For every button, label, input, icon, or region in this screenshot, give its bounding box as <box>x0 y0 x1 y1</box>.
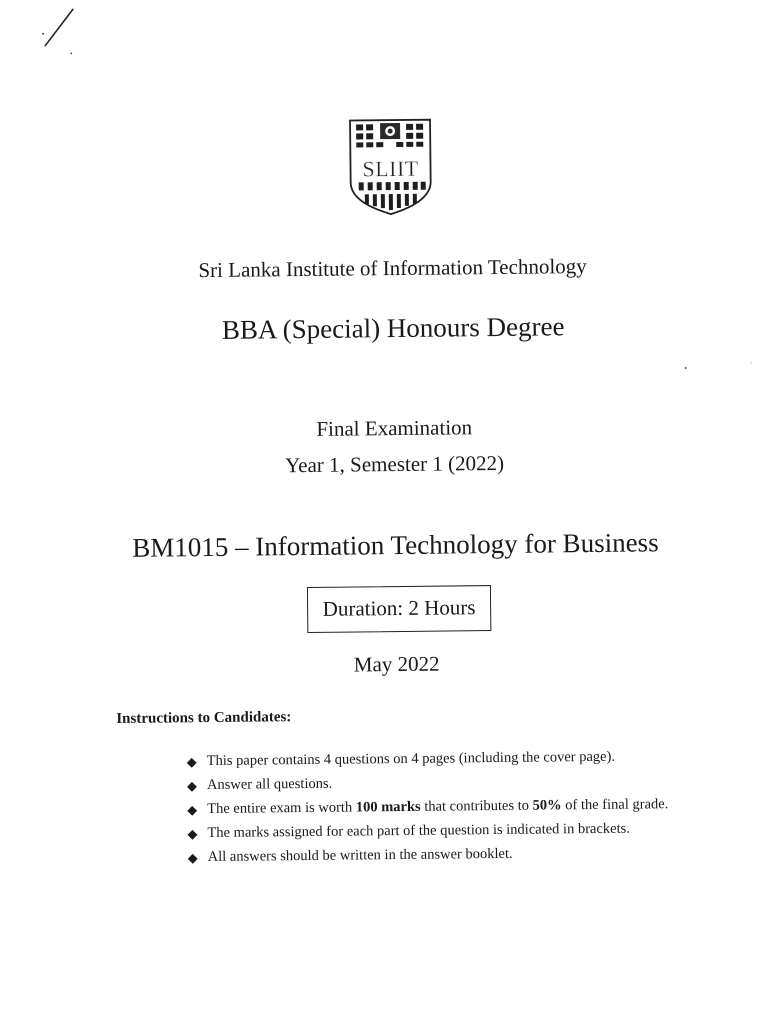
institute-crest-logo <box>348 118 433 217</box>
diamond-bullet-icon: ◆ <box>186 754 197 770</box>
instruction-text: All answers should be written in the answer booklet. <box>207 845 513 866</box>
instruction-item <box>187 795 697 819</box>
pen-stroke-mark <box>35 3 86 59</box>
instruction-text: Answer all questions. <box>206 775 333 794</box>
duration-box: Duration: 2 Hours <box>307 585 491 633</box>
total-marks: 100 marks <box>355 798 421 816</box>
exam-title: Final Examination <box>316 415 473 441</box>
duration-container <box>1 582 768 636</box>
instruction-text-part: of the final grade. <box>561 796 669 814</box>
exam-year-semester: Year 1, Semester 1 (2022) <box>285 450 505 478</box>
instruction-item <box>187 771 697 795</box>
instruction-text-part: The entire exam is worth <box>207 799 356 818</box>
diamond-bullet-icon: ◆ <box>187 826 198 842</box>
diamond-bullet-icon: ◆ <box>186 778 198 794</box>
instruction-text: This paper contains 4 questions on 4 pages (including the cover page). <box>206 748 616 770</box>
instruction-text: The marks assigned for each part of the question is indicated in brackets. <box>207 820 630 842</box>
degree-title: BBA (Special) Honours Degree <box>221 311 565 345</box>
scan-speck <box>751 362 752 363</box>
grade-percentage: 50% <box>532 797 562 814</box>
crest-lettering: SLIIT <box>362 155 419 182</box>
module-title: BM1015 – Information Technology for Business <box>132 527 659 563</box>
exam-date: May 2022 <box>353 651 440 677</box>
instruction-item <box>188 843 698 867</box>
instruction-item <box>187 747 697 771</box>
instruction-text-part: that contributes to <box>420 797 533 815</box>
instruction-item <box>187 819 697 843</box>
scan-speck <box>685 367 687 369</box>
diamond-bullet-icon: ◆ <box>187 802 198 818</box>
diamond-bullet-icon: ◆ <box>187 850 198 866</box>
instructions-heading: Instructions to Candidates: <box>116 709 292 727</box>
institute-name: Sri Lanka Institute of Information Technology <box>198 254 587 283</box>
instructions-list <box>187 747 698 872</box>
